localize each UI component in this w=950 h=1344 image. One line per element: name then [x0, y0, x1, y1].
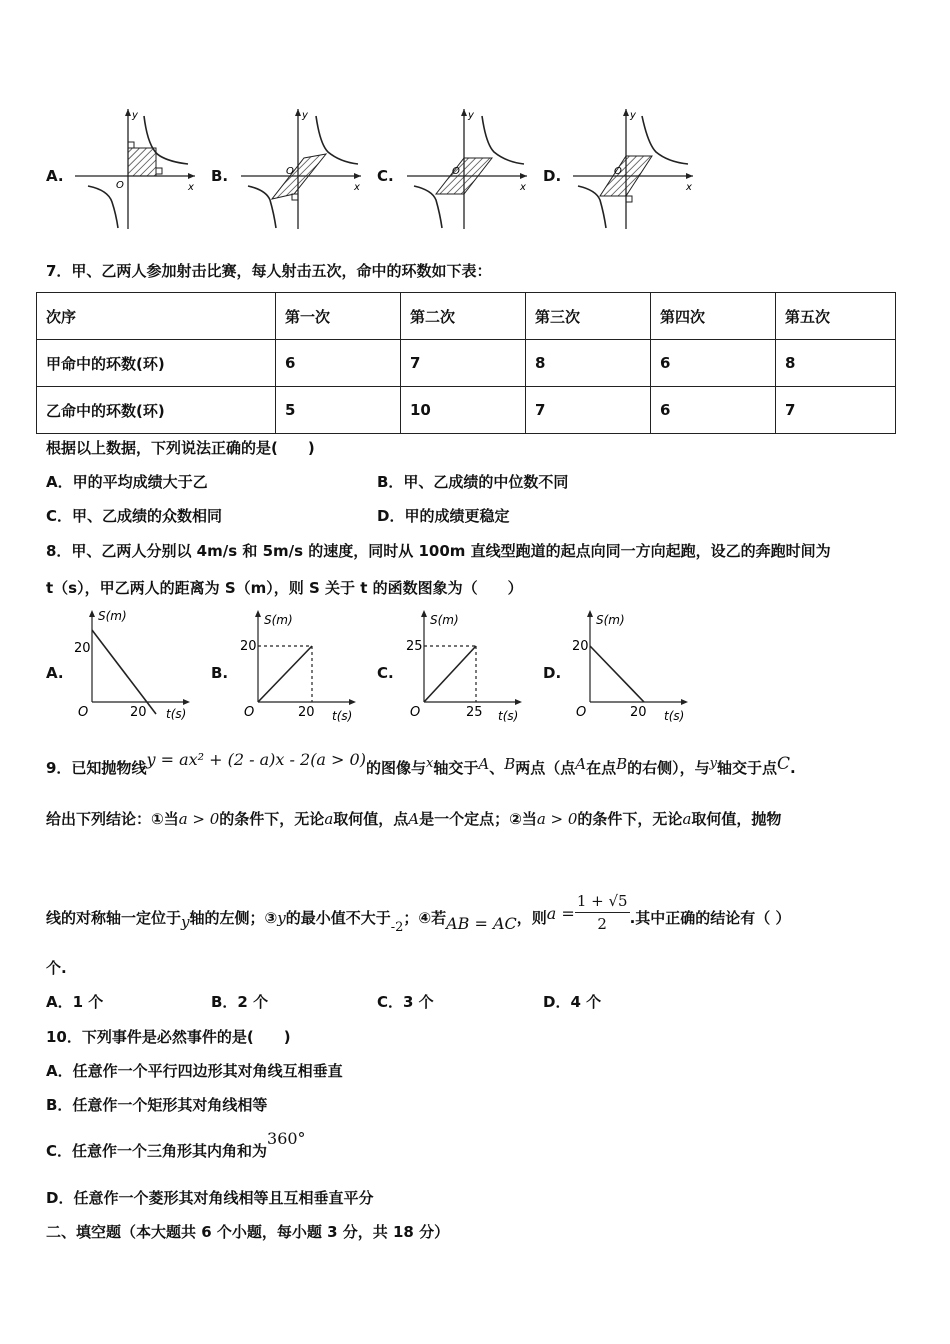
q9-neg2: -2	[390, 920, 404, 935]
q8-c-y-value: 25	[406, 639, 423, 654]
q9-var-x: x	[425, 756, 434, 771]
q6-graph-c	[402, 104, 532, 232]
q7-stem: 7．甲、乙两人参加射击比赛，每人射击五次，命中的环数如下表：	[46, 262, 492, 280]
q8-a-y-value: 20	[74, 641, 91, 656]
q6-a-y-label: y	[132, 110, 138, 121]
q6-b-origin-label: O	[286, 166, 294, 177]
q9-var-y: y	[277, 909, 286, 927]
q8-b-y-value: 20	[240, 639, 257, 654]
q9-var-a-point: A	[478, 755, 490, 773]
q9-text: 在点	[586, 759, 617, 777]
q8-c-x-value: 25	[466, 705, 483, 720]
q6-d-origin-label: O	[614, 166, 622, 177]
q10-stem: 10．下列事件是必然事件的是( )	[46, 1028, 291, 1046]
q6-a-origin-label: O	[116, 180, 124, 191]
q7-option-d: D．甲的成绩更稳定	[377, 507, 510, 525]
q6-option-b-label: B.	[211, 167, 229, 185]
table-cell: 7	[526, 387, 651, 434]
q9-option-c: C．3 个	[377, 993, 434, 1011]
q8-d-origin: O	[576, 705, 587, 720]
q9-text: 轴的左侧；③	[189, 909, 278, 927]
q8-option-b-label: B.	[211, 664, 229, 682]
q9-text: 的图像与	[365, 759, 426, 777]
table-header-cell: 第一次	[276, 293, 401, 340]
q9-frac-den: 2	[597, 915, 607, 933]
q9-var-y: y	[181, 913, 190, 931]
q6-graph-d	[568, 104, 698, 232]
q9-line1	[46, 750, 796, 780]
q9-text: ；④若	[403, 909, 447, 927]
q9-text: 的最小值不大于	[285, 909, 391, 927]
q9-text: 是一个定点；②当	[419, 810, 537, 828]
q8-graph-d	[568, 606, 693, 728]
q8-a-s-label: S(m)	[98, 609, 127, 623]
q8-line2: t（s），甲乙两人的距离为 S（m），则 S 关于 t 的函数图象为（ ）	[46, 579, 523, 597]
table-row	[37, 340, 896, 387]
q8-graph-c	[402, 606, 527, 728]
q10-option-c-value: 360°	[267, 1129, 306, 1148]
q9-text: 轴交于点	[717, 759, 778, 777]
q10-option-c	[46, 1129, 306, 1161]
q9-cond: a > 0	[178, 810, 220, 828]
q9-option-d: D．4 个	[543, 993, 602, 1011]
q9-var-a-point: A	[408, 810, 420, 828]
q8-c-origin: O	[410, 705, 421, 720]
q9-var-y: y	[709, 756, 718, 771]
q6-c-y-label: y	[468, 110, 474, 121]
q8-graph-a	[70, 606, 195, 728]
q9-text: 的右侧），与	[627, 759, 710, 777]
q8-d-y-value: 20	[572, 639, 589, 654]
q9-fraction	[575, 890, 630, 935]
q6-graph-b	[236, 104, 366, 232]
table-header-cell: 次序	[37, 293, 276, 340]
table-cell: 甲命中的环数(环)	[37, 340, 276, 387]
q9-text: 的条件下，无论	[219, 810, 325, 828]
q8-option-c-label: C.	[377, 664, 394, 682]
q9-text: 取何值，点	[333, 810, 409, 828]
table-cell: 8	[776, 340, 896, 387]
table-header-row	[37, 293, 896, 340]
q9-var-b-point: B	[616, 755, 628, 773]
q8-c-s-label: S(m)	[430, 613, 459, 627]
q9-line4: 个.	[46, 959, 67, 977]
q9-text: 取何值，抛物	[691, 810, 782, 828]
q8-d-t-label: t(s)	[664, 709, 685, 723]
q8-graph-b	[236, 606, 361, 728]
q9-line2	[46, 809, 781, 829]
q6-option-c-label: C.	[377, 167, 394, 185]
table-cell: 8	[526, 340, 651, 387]
q8-option-d-label: D.	[543, 664, 562, 682]
q10-option-b: B．任意作一个矩形其对角线相等	[46, 1096, 268, 1114]
q8-d-x-value: 20	[630, 705, 647, 720]
table-header-cell: 第二次	[401, 293, 526, 340]
q9-var-a-point: A	[575, 755, 587, 773]
q8-a-origin: O	[78, 705, 89, 720]
q7-option-a: A．甲的平均成绩大于乙	[46, 473, 208, 491]
q8-a-x-value: 20	[130, 705, 147, 720]
q7-question: 根据以上数据，下列说法正确的是( )	[46, 439, 315, 457]
q9-text: 轴交于	[433, 759, 479, 777]
q9-text: ，则	[516, 909, 547, 927]
q9-abac: AB = AC	[446, 914, 517, 933]
q6-graph-a	[70, 104, 200, 232]
q9-text: 9．已知抛物线	[46, 759, 147, 777]
q6-c-x-label: x	[520, 182, 526, 193]
q8-b-t-label: t(s)	[332, 709, 353, 723]
q10-option-c-text: C．任意作一个三角形其内角和为	[46, 1142, 268, 1160]
table-cell: 6	[651, 387, 776, 434]
table-cell: 7	[776, 387, 896, 434]
q8-line1: 8．甲、乙两人分别以 4m/s 和 5m/s 的速度，同时从 100m 直线型跑道的起点向同一方向起跑，设乙的奔跑时间为	[46, 542, 831, 560]
q8-c-t-label: t(s)	[498, 709, 519, 723]
q9-aeq: a =	[546, 904, 575, 923]
q9-var-a: a	[324, 810, 334, 828]
table-cell: 乙命中的环数(环)	[37, 387, 276, 434]
q8-option-a-label: A.	[46, 664, 64, 682]
table-cell: 6	[651, 340, 776, 387]
q8-a-t-label: t(s)	[166, 707, 187, 721]
q10-option-d: D．任意作一个菱形其对角线相等且互相垂直平分	[46, 1189, 374, 1207]
q8-d-s-label: S(m)	[596, 613, 625, 627]
q7-option-c: C．甲、乙成绩的众数相同	[46, 507, 223, 525]
q9-text: .其中正确的结论有（ ）	[629, 909, 791, 927]
q6-d-x-label: x	[686, 182, 692, 193]
table-header-cell: 第五次	[776, 293, 896, 340]
table-cell: 7	[401, 340, 526, 387]
q9-var-a: a	[682, 810, 692, 828]
q6-option-a-label: A.	[46, 167, 64, 185]
q9-option-b: B．2 个	[211, 993, 269, 1011]
q9-text: .	[790, 759, 796, 777]
q6-b-y-label: y	[302, 110, 308, 121]
q6-c-origin-label: O	[452, 166, 460, 177]
table-cell: 5	[276, 387, 401, 434]
table-cell: 6	[276, 340, 401, 387]
q9-cond: a > 0	[536, 810, 578, 828]
q9-var-b-point: B	[504, 755, 516, 773]
q9-line3	[46, 892, 791, 941]
q9-var-c-point: C	[777, 754, 791, 774]
q7-score-table	[36, 292, 896, 434]
q8-b-origin: O	[244, 705, 255, 720]
q9-formula: y = ax² + (2 - a)x - 2(a > 0)	[146, 750, 366, 769]
q9-text: 的条件下，无论	[577, 810, 683, 828]
table-row	[37, 387, 896, 434]
table-header-cell: 第四次	[651, 293, 776, 340]
q6-d-y-label: y	[630, 110, 636, 121]
q9-text: 、	[489, 759, 505, 777]
q8-b-x-value: 20	[298, 705, 315, 720]
q9-text: 给出下列结论：①当	[46, 810, 179, 828]
q9-option-a: A．1 个	[46, 993, 104, 1011]
q9-frac-num: 1 + √5	[575, 890, 630, 913]
table-header-cell: 第三次	[526, 293, 651, 340]
q8-b-s-label: S(m)	[264, 613, 293, 627]
q10-option-a: A．任意作一个平行四边形其对角线互相垂直	[46, 1062, 343, 1080]
q9-text: 线的对称轴一定位于	[46, 909, 182, 927]
q6-option-d-label: D.	[543, 167, 562, 185]
q6-b-x-label: x	[354, 182, 360, 193]
section-2-heading: 二、填空题（本大题共 6 个小题，每小题 3 分，共 18 分）	[46, 1223, 450, 1241]
q7-option-b: B．甲、乙成绩的中位数不同	[377, 473, 569, 491]
table-cell: 10	[401, 387, 526, 434]
q6-a-x-label: x	[188, 182, 194, 193]
q9-text: 两点（点	[515, 759, 576, 777]
